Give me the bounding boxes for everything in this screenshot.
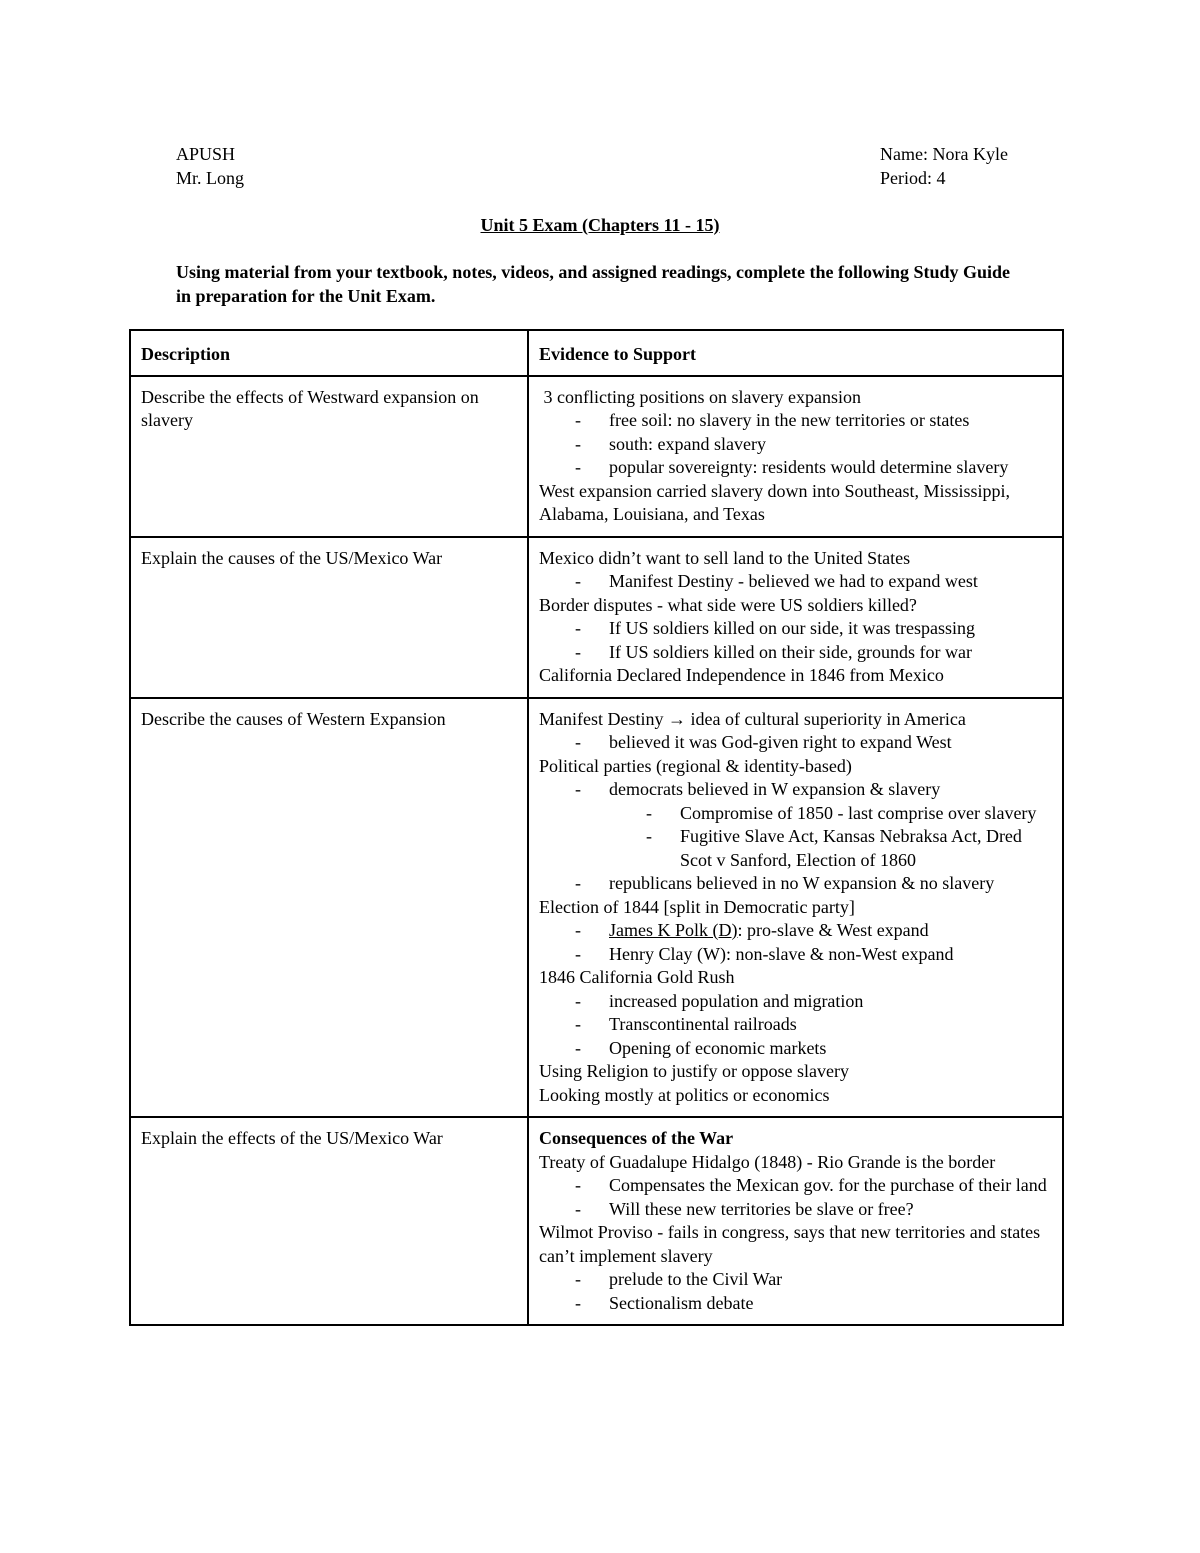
description-cell: Describe the effects of Westward expansion on slavery xyxy=(130,376,528,537)
evidence-bullet: - Will these new territories be slave or free? xyxy=(539,1198,1053,1222)
evidence-bullet: - popular sovereignty: residents would determine slavery xyxy=(539,456,1053,480)
table-row xyxy=(130,537,1063,698)
evidence-cell xyxy=(528,1117,1063,1325)
evidence-bullet: - If US soldiers killed on our side, it was trespassing xyxy=(539,617,1053,641)
description-cell: Explain the causes of the US/Mexico War xyxy=(130,537,528,698)
evidence-bullet: - Sectionalism debate xyxy=(539,1292,1053,1316)
evidence-bullet: - prelude to the Civil War xyxy=(539,1268,1053,1292)
table-row xyxy=(130,1117,1063,1325)
evidence-line: 3 conflicting positions on slavery expansion xyxy=(539,386,861,407)
evidence-sub-bullet: - Compromise of 1850 - last comprise over slavery xyxy=(539,802,1053,826)
column-header-description: Description xyxy=(130,330,528,376)
evidence-bullet: - increased population and migration xyxy=(539,990,1053,1014)
evidence-line: Mexico didn’t want to sell land to the United States xyxy=(539,547,911,568)
polk-underlined: James K Polk (D) xyxy=(609,920,738,940)
evidence-line: Border disputes - what side were US soldiers killed? xyxy=(539,594,917,615)
evidence-line: Manifest Destiny → idea of cultural superiority in America xyxy=(539,708,966,729)
polk-detail: : pro-slave & West expand xyxy=(737,920,929,940)
evidence-bullet: - Transcontinental railroads xyxy=(539,1013,1053,1037)
evidence-bullet: - free soil: no slavery in the new territories or states xyxy=(539,409,1053,433)
evidence-cell xyxy=(528,698,1063,1118)
evidence-line: Political parties (regional & identity-based) xyxy=(539,755,852,776)
evidence-line: California Declared Independence in 1846 from Mexico xyxy=(539,665,944,685)
evidence-cell xyxy=(528,537,1063,698)
student-period: Period: 4 xyxy=(880,168,946,188)
evidence-line: Looking mostly at politics or economics xyxy=(539,1084,830,1105)
evidence-bullet: - republicans believed in no W expansion & no slavery xyxy=(539,872,1053,896)
description-cell: Describe the causes of Western Expansion xyxy=(130,698,528,1118)
evidence-sub-bullet: - Fugitive Slave Act, Kansas Nebraksa Act, Dred Scot v Sanford, Election of 1860 xyxy=(539,825,1053,872)
description-cell: Explain the effects of the US/Mexico War xyxy=(130,1117,528,1325)
study-guide-table xyxy=(129,329,1064,1326)
evidence-bullet: - Opening of economic markets xyxy=(539,1037,1053,1061)
header-left xyxy=(176,142,244,190)
table-header-row xyxy=(130,330,1063,376)
evidence-heading: Consequences of the War xyxy=(539,1128,734,1148)
evidence-bullet: - believed it was God-given right to expand West xyxy=(539,731,1053,755)
evidence-cell xyxy=(528,376,1063,537)
evidence-line: 1846 California Gold Rush xyxy=(539,967,735,987)
evidence-bullet: - If US soldiers killed on their side, grounds for war xyxy=(539,641,1053,665)
instructions: Using material from your textbook, notes, videos, and assigned readings, complete the following Study Guide in preparation for the Unit Exam. xyxy=(176,262,1011,306)
evidence-line: Election of 1844 [split in Democratic party] xyxy=(539,896,855,917)
column-header-evidence: Evidence to Support xyxy=(528,330,1063,376)
evidence-bullet-polk xyxy=(539,919,1053,943)
evidence-bullet: - Compensates the Mexican gov. for the purchase of their land xyxy=(539,1174,1053,1198)
teacher-name: Mr. Long xyxy=(176,168,245,188)
evidence-line: West expansion carried slavery down into Southeast, Mississippi, Alabama, Louisiana, and Texas xyxy=(539,480,1010,524)
course-name: APUSH xyxy=(176,144,236,164)
evidence-line: Using Religion to justify or oppose slavery xyxy=(539,1061,849,1081)
header-right xyxy=(880,142,1008,190)
table-row xyxy=(130,376,1063,537)
evidence-bullet: - Manifest Destiny - believed we had to expand west xyxy=(539,570,1053,594)
page-title: Unit 5 Exam (Chapters 11 - 15) xyxy=(480,215,720,235)
evidence-line: Wilmot Proviso - fails in congress, says that new territories and states can’t implement slavery xyxy=(539,1222,1041,1266)
evidence-line: Treaty of Guadalupe Hidalgo (1848) - Rio Grande is the border xyxy=(539,1151,996,1172)
evidence-bullet: - south: expand slavery xyxy=(539,433,1053,457)
student-name: Name: Nora Kyle xyxy=(880,144,1008,164)
evidence-bullet: - democrats believed in W expansion & slavery xyxy=(539,778,1053,802)
table-row xyxy=(130,698,1063,1118)
evidence-bullet: - Henry Clay (W): non-slave & non-West expand xyxy=(539,943,1053,967)
